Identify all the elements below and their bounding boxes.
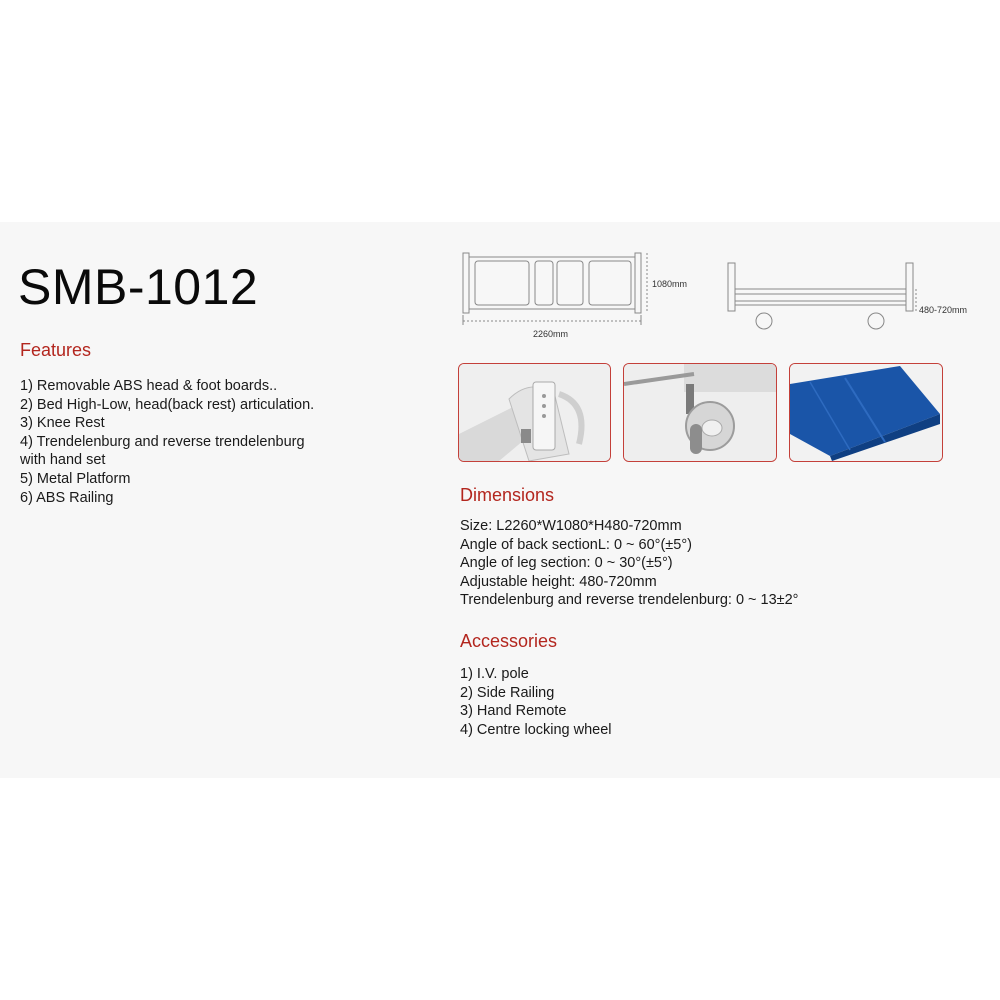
- feature-item: 1) Removable ABS head & foot boards..: [20, 378, 278, 394]
- bed-front-view-drawing: [455, 245, 700, 345]
- dimension-item: Angle of back sectionL: 0 ~ 60°(±5°): [460, 536, 692, 553]
- feature-item: 4) Trendelenburg and reverse trendelenburg: [20, 433, 305, 450]
- features-list: [20, 377, 380, 507]
- mattress-photo: [789, 363, 943, 462]
- accessory-item: 4) Centre locking wheel: [460, 721, 612, 738]
- caster-wheel-photo: [623, 363, 777, 462]
- features-heading: Features: [20, 340, 92, 360]
- accessory-item: 1) I.V. pole: [460, 666, 529, 682]
- feature-item: 5) Metal Platform: [20, 470, 131, 487]
- dimension-item: Trendelenburg and reverse trendelenburg: 0 ~ 13±2°: [460, 592, 799, 609]
- headboard-control-photo: [458, 363, 611, 462]
- accessory-item: 2) Side Railing: [460, 684, 555, 701]
- accessories-heading: Accessories: [460, 631, 558, 651]
- dimension-item: Adjustable height: 480-720mm: [460, 573, 657, 590]
- dimensions-heading: Dimensions: [460, 485, 555, 505]
- front-height-label: 1080mm: [652, 279, 688, 289]
- feature-item: 3) Knee Rest: [20, 415, 105, 432]
- front-length-label: 2260mm: [533, 329, 569, 339]
- model-title: SMB-1012: [18, 259, 259, 315]
- dimension-item: Size: L2260*W1080*H480-720mm: [460, 518, 682, 534]
- feature-item: 2) Bed High-Low, head(back rest) articulation.: [20, 396, 315, 413]
- side-height-label: 480-720mm: [919, 305, 968, 315]
- dimension-item: Angle of leg section: 0 ~ 30°(±5°): [460, 555, 673, 572]
- accessories-list: [460, 665, 760, 739]
- feature-item: with hand set: [20, 452, 106, 469]
- accessory-item: 3) Hand Remote: [460, 703, 567, 720]
- dimensions-list: [460, 517, 980, 610]
- bed-side-view-drawing: [722, 255, 982, 335]
- feature-item: 6) ABS Railing: [20, 489, 114, 506]
